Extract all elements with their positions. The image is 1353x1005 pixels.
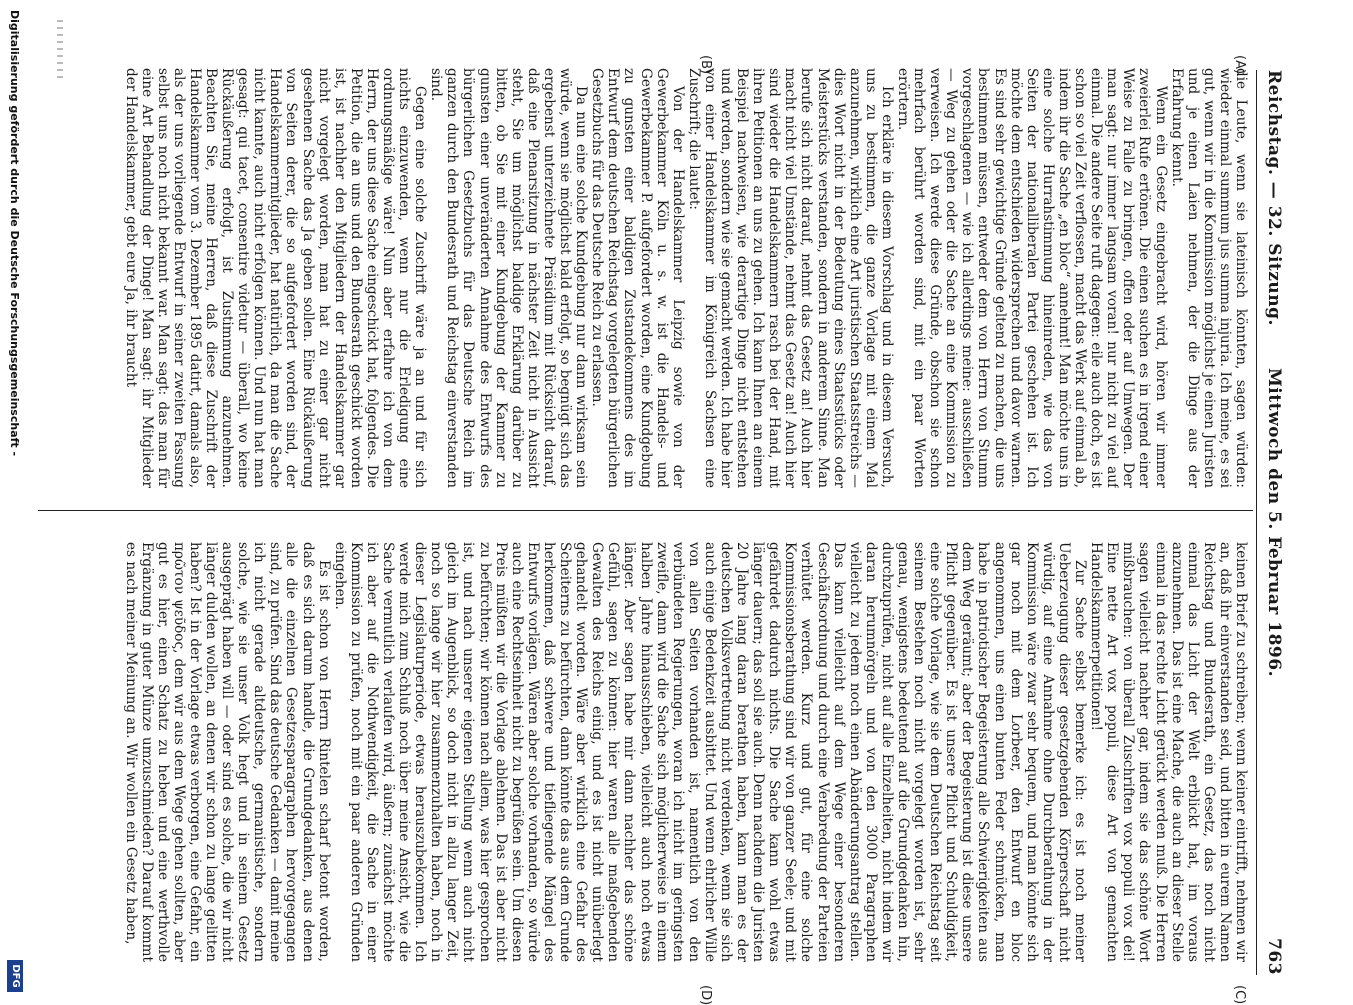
- paragraph: Von der Handelskammer Leipzig sowie von der Gewerbekammer Köln u. s. w. ist die Handels- und Gewerbekammer P. aufgefordert worden, eine Kundgebung zu gunsten einer baldigen Zustandekommens des im Entwurf dem deutschen Reichstag vorgelegten bürgerlichen Gesetzbuchs für das Deutsche Reich zu erlassen.: [589, 68, 686, 488]
- scan-artifact: [57, 20, 63, 80]
- paragraph: Gegen eine solche Zuschrift wäre ja an und für sich nichts einzuwenden, wenn nur die Erledigung eine ordnungsmäßige wäre! Nun aber erfahre ich von dem Herrn, der uns diese Sache eingeschickt hat, folgendes. Die Petition, die an uns und den Bundesrath geschickt worden ist, ist nachher den Mitgliedern der Handelskammer gar nicht vorgelegt worden, man hat zu einer gar nicht gesehenen Sache das Ja geben sollen. Eine Rückäußerung von Seiten derer, die so aufgefordert worden sind, der Handelskammermitglieder, hat natürlich, da man die Sache nicht kannte, auch nicht erfolgen können. Und nun hat man gesagt: qui tacet, consentire videtur — überall, wo keine Rückäußerung erfolgt, ist Zustimmung anzunehmen. Beachten Sie, meine Herren, daß diese Zuschrift der Handelskammer vom 3. Dezember 1895 datirt, damals also, als der uns vorliegende Entwurf in seiner zweiten Fassung selbst uns noch nicht bekannt war. Man sagt: das man für eine Art Behandlung der Dinge! Man sagt: ihr Mitglieder der Handelskammer, gebt eure Ja, ihr braucht: [122, 68, 429, 488]
- dfg-logo: DFG: [7, 960, 23, 992]
- left-column: [44, 68, 1249, 488]
- page-number: 763: [1264, 938, 1284, 975]
- paragraph: keinen Brief zu schreiben; wenn keiner eintrifft, nehmen wir an, daß ihr einverstanden seid, und bitten in eurem Namen Reichstag und Bundesrath, ein Gesetz, das noch nicht einmal das Licht der Welt erblickt hat, im voraus anzunehmen. Das ist eine Mache, die auch an dieser Stelle einmal in das rechte Licht gerückt werden muß. Die Herren sagen vielleicht nachher gar, indem sie das schöne Wort mißbrauchen: von überall Zuschriften vox populi vox dei! Eine nette Art vox populi, diese Art von gemachten Handelskammerpetitionen!: [1088, 542, 1249, 962]
- paragraph: Ich erkläre in diesem Vorschlag und in diesem Versuch, uns zu bestimmen, die ganze Vorlage mit einem Mal anzunehmen, wirklich eine Art juristischen Staatsstreichs — dies Wort nicht in der Bedeutung eines Staatsstücks oder Meisterstücks verstanden, sondern in anderem Sinne. Man berufe sich nicht darauf, nehmt das Gesetz an! Auch hier macht nicht viel Umstände, nehmt das Gesetz an! Auch hier sind wieder die Handelskammern rasch bei der Hand, mit ihren Petitionen an uns zu gehen. Ich kann Ihnen an einem Beispiel nachweisen, wie derartige Dinge nicht entstehen und werden, sondern wie sie gemacht werden. Ich habe hier von einer Handelskammer im Königreich Sachsen eine Zuschrift; die lautet:: [685, 68, 895, 488]
- page-header: [1260, 70, 1288, 975]
- header-rule: [1256, 70, 1257, 975]
- margin-marker-b: (B): [698, 55, 713, 75]
- paragraph: Da nun eine solche Kundgebung nur dann wirksam sein würde, wenn sie möglichst bald erfolgt, so begnügt sich das ergebenst unterzeichnete Präsidium mit Rücksicht darauf, daß eine Plenarsitzung in nächster Zeit nicht in Aussicht steht, Sie um möglichst baldige Erklärung darüber zu bitten, ob Sie mit einer Kundgebung der Kammer zu gunsten einer unveränderten Annahme des Entwurfs des bürgerlichen Gesetzbuchs für das Deutsche Reich im ganzen durch den Bundesrath und Reichstag einverstanden sind.: [428, 68, 590, 488]
- header-date: Mittwoch den 5. Februar 1896.: [1264, 367, 1284, 677]
- paragraph: Zur Sache selbst bemerke ich: es ist noch meiner Ueberzeugung dieser gesetzgebenden Körperschaft nicht würdig, auf eine Annahme ohne Durchberathung in der Kommission wäre zwar sehr bequem, und man könnte sich gar noch mit dem Lorbeer, den Entwurf en bloc angenommen, uns einen bunten Feder schmücken, man habe in patriotischer Begeisterung alle Schwierigkeiten aus dem Weg geräumt; aber der Begeisterung ist diese unsere Pflicht gegenüber. Es ist unsere Pflicht und Schuldigkeit, eine solche Vorlage, wie sie dem Deutschen Reichstag seit seinem Bestehen noch nicht vorgelegt worden ist, sehr genau, wenigstens bedeutend auf die Grundgedanken hin, durchzuprüfen, nicht auf alle Einzelheiten, nicht indem wir daran herumnörgeln und von den 3000 Paragraphen vielleicht zu jedem noch einen Abänderungsantrag stellen. Das kann vielleicht auf dem Wege einer besonderen Geschäftsordnung und durch eine Verabredung der Parteien verhütet werden. Kurz und gut, für eine solche Kommissionsberathung sind wir von ganzer Seele; und mit gefährdet dadurch nichts. Die Sache kann wohl etwas länger dauern; das soll sie auch. Denn nachdem die Juristen 20 Jahre lang daran berathen haben, kann man es der deutschen Volksvertretung nicht verdenken, wenn sie sich auch einige Bedenkzeit ausbittet. Und wenn ehrlicher Wille von allen Seiten vorhanden ist, namentlich von den verbündeten Regierungen, woran ich nicht im geringsten zweifle, dann wird die Sache sich möglicherweise in einem halben Jahre hinausschieben, vielleicht auch noch etwas länger. Aber sagen habe mir dann nachher das schöne Gefühl, sagen zu können: hier waren alle maßgebenden Gewalten des Reichs einig, und es ist nicht unüberlegt gehandelt worden. Wäre aber wirklich eine Gefahr des Scheiterns zu befürchten, dann könnte das aus dem Grunde herkommen, daß schwere und tiefliegende Mängel des Entwurfs vorlägen. Wären aber solche vorhanden, so würde auch eine Rechtseinheit nicht zu begrüßen sein. Um diesen Preis müßten wir die Vorlage ablehnen. Das ist aber nicht zu befürchten; wir können nach allem, was hier gesprochen ist, und nach unserer eigenen Stellung wenn auch nicht gleich im Augenblick, so doch nicht in allzu langer Zeit, noch so lange wir hier zusammenzuhalten haben, noch in dieser Legislaturperiode, etwas herauszubekommen. Ich werde mich zum Schluß noch über meine Ansicht, wie die Sache vermutlich verlaufen wird, äußern; zunächst möchte ich aber auf die Nothwendigkeit, die Sache in einer Kommission zu prüfen, noch mit ein paar anderen Gründen eingehen.: [331, 542, 1089, 962]
- right-column: [44, 542, 1249, 962]
- margin-marker-d: (D): [698, 985, 713, 1005]
- paragraph: die Leute, wenn sie lateinisch könnten, sagen würden: wieder einmal summum jus summa injuria. Ich meine, es sei gut, wenn wir in die Kommission möglichst je einen Juristen und je einen Laien nehmen, der die Dinge aus der Erfahrung kennt.: [1168, 68, 1249, 488]
- paragraph: Wenn ein Gesetz eingebracht wird, hören wir immer zweierlei Rufe ertönen. Die einen suchen es in irgend einer Weise zu Falle zu bringen, offen oder auf Umwegen. Der man sagt: nur immer langsam voran! nur nicht zu viel auf einmal. Die andere Seite ruft dagegen: eile auch doch, es ist schon so viel Zeit verflossen, macht das Werk auf einmal ab, indem ihr die Sache „en bloc“ annehmt! Man möchte uns in eine solche Hurrahstimmung hineinreden, wie das von Seiten der nationalliberalen Partei geschehen ist. Ich möchte dem entschieden widersprechen und davor warnen. Es sind sehr gewichtige Gründe geltend zu machen, die uns bestimmen müssen, entweder dem von Herrn von Stumm vorgeschlagenen — wie ich allerdings meine: ausschließen — Weg zu gehen oder die Sache an eine Kommission zu verweisen. Ich werde diese Gründe, obschon sie schon mehrfach berührt worden sind, mit ein paar Worten erörtern.: [895, 68, 1169, 488]
- margin-marker-c: (C): [1232, 985, 1247, 1005]
- digitization-footer: Digitalisierung gefördert durch die Deutsche Forschungsgemeinschaft -: [8, 10, 21, 457]
- column-divider: [38, 510, 1253, 511]
- header-left: Reichstag. — 32. Sitzung.: [1264, 70, 1284, 326]
- paragraph: Es ist schon von Herrn Rintelen scharf betont worden, daß es sich darum handle, die Grundgedanken, aus denen alle die einzelnen Gesetzesparagraphen hervorgegangen sind, zu prüfen. Sind das deutsche Gedanken — damit meine ich nicht gerade altdeutsche, germanistische, sondern solche, wie sie unser Volk hegt und in seinem Gesetz ausgeprägt haben will — oder sind es solche, die wir nicht länger dulden wollen, an denen wir schon zu lange gelitten haben? Ist in der Vorlage etwas verborgen, eine Gefahr, ein πρῶτον ψεῦδος, dem wir aus dem Wege gehen sollten, aber gut es hier, einen Schatz zu heben und eine werthvolle Ergänzung in guter Münze umzuschmieden? Darauf kommt es nach meiner Meinung an. Wir wollen ein Gesetz haben,: [122, 542, 332, 962]
- margin-marker-a: (A): [1232, 55, 1247, 75]
